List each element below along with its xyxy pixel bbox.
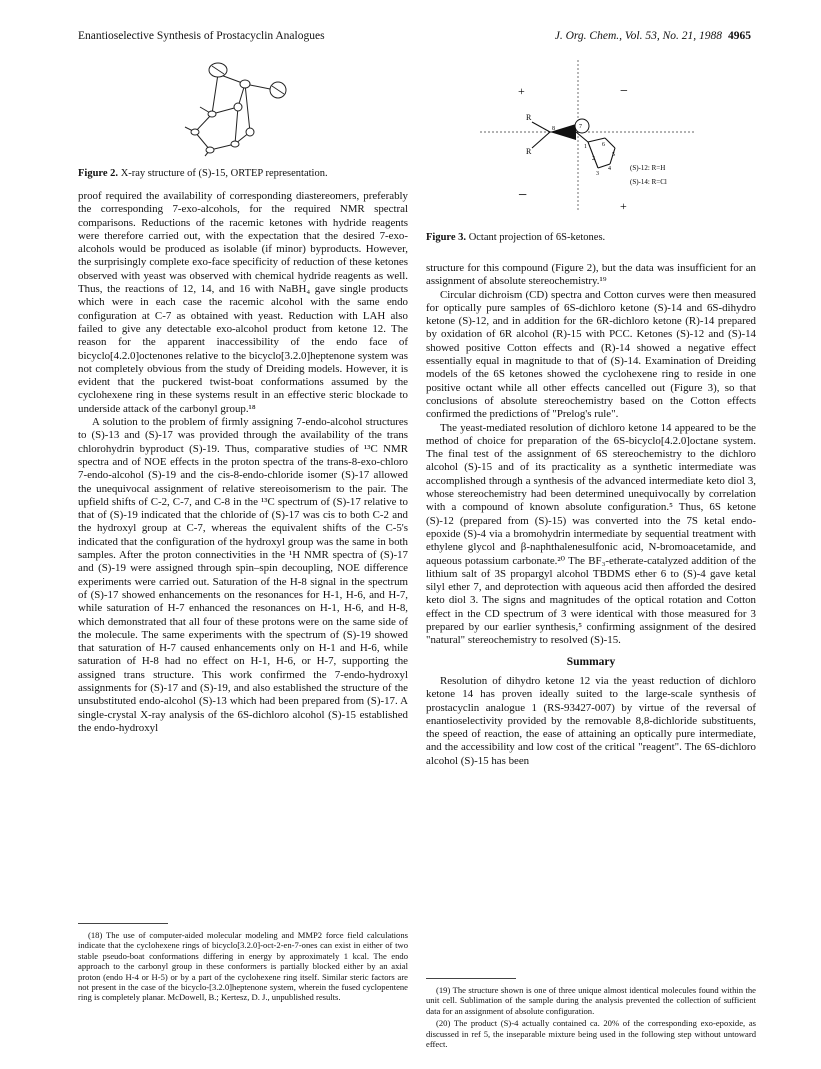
paragraph: Circular dichroism (CD) spectra and Cotton curves were then measured for optically pure samples of 6S-dichloro ketone (S)-14 and 6S-dihydro ketone (S)-12, and in addition for the 6R-dichloro ketone (R)-14 prepared by oxidation of 6R alcohol (R)-15 with PCC. Ketones (S)-12 and (S)-14 showed positive Cotton effects and (R)-14 showed a negative effect essentially equal in magnitude to that of (S)-14. Examination of Dreiding models of the 6S ketones showed the cyclohexene ring to reside in one positive octant while all other effects cancelled out (Figure 3), so that conclusions of absolute stereochemistry based on the Cotton effects confirmed the predictions of "Prelog's rule". bbox=[426, 288, 756, 421]
figure-3-caption bbox=[426, 232, 605, 243]
footnotes-right bbox=[426, 985, 756, 1051]
paragraph: A solution to the problem of firmly assigning 7-endo-alcohol structures to (S)-13 and (S)-17 was provided through the availability of the trans chlorohydrin byproduct (S)-19. Thus, comparative studies of ¹³C NMR spectra and of NOE effects in the proton spectra of the trans-8-exo-chloro 7-endo-alcohol (S)-19 and the cis-8-endo-chloride isomer (S)-17 allowed the unequivocal assignment of relative stereoisomerism to the pair. The upfield shifts of C-2, C-7, and C-8 in the ¹³C spectrum of (S)-17 relative to that of (S)-19 indicated that the chloride of (S)-17 was cis to both C-2 and the hydroxyl group at C-7, whereas the equivalent shifts of the C-5's indicated that the configuration of the hydroxyl group was the same in both samples. After the proton connectivities in the ¹H NMR spectra of (S)-17 and (S)-19 were assigned through spin–spin decoupling, NOE difference experiments were carried out. Saturation of the H-8 signal in the spectrum of (S)-17 showed enhancements on the resonances for H-1, H-6, and H-7, while saturation of H-7 enhanced the resonances on H-1, H-6, and H-8, which demonstrated that all four of these protons were on the same side of the molecule. The same experiments with the spectrum of (S)-19 showed that saturation of H-7 caused enhancements only on H-1 and H-6, while saturation of H-8 had no effect on H-1, H-6, or H-7, supporting the assigned trans structure. This work confirmed the 7-endo-hydroxyl assignments for (S)-17 and (S)-19, and also established the structure of the unsubstituted endo-alcohol (S)-13 which had been prepared from (S)-17. A single-crystal X-ray analysis of the 6S-dichloro alcohol (S)-15 established the endo-hydroxyl bbox=[78, 416, 408, 734]
octant-sign-upper-right: − bbox=[620, 84, 628, 99]
footnote-19: (19) The structure shown is one of three unique almost identical molecules found within the unit cell. Sublimation of the sample during the analysis prevented the collection of sufficient data for an assignment of absolute configuration. bbox=[426, 985, 756, 1016]
octant-sign-lower-left: − bbox=[518, 187, 528, 204]
figure-2-ortep-drawing bbox=[150, 52, 310, 157]
figure-2-caption-text: X-ray structure of (S)-15, ORTEP representation. bbox=[120, 168, 328, 179]
footnote-rule-left bbox=[78, 923, 168, 924]
footnote-18: (18) The use of computer-aided molecular modeling and MMP2 force field calculations indicate that the cyclohexene rings of bicyclo[3.2.0]-oct-2-en-7-ones can exist in either of two stable pseudo-boat conformations differing in energy by approximately 1 kcal. The endo approach to the carbonyl group in these conformers is partially blocked either by an axial proton (endo H-4 or H-5) or by a part of the cyclohexene ring itself. Similar steric factors are not present in the case of the bicyclo-[3.2.0]heptenone system, wherein the fused cyclopentene ring is completely planar. McDowell, B.; Kertesz, D. J., unpublished results. bbox=[78, 930, 408, 1003]
left-column-body bbox=[78, 190, 408, 735]
carbonyl-oxygen bbox=[575, 119, 589, 133]
summary-paragraph: Resolution of dihydro ketone 12 via the yeast reduction of dichloro ketone 14 has proven ideally suited to the large-scale synthesis of prostacyclin analogue 1 (RS-93427-007) by virtue of the reversal of enantioselectivity provided by the removable 8,8-dichloride substituents, the speed of reaction, the ease of attaining an optically pure intermediate, and the accessibility and low cost of the critical "reagent". The 6S-dichloro alcohol (S)-15 has been bbox=[426, 674, 756, 767]
footnote-rule-right bbox=[426, 978, 516, 979]
paragraph: The yeast-mediated resolution of dichloro ketone 14 appeared to be the method of choice for preparation of the 6S-bicyclo[4.2.0]octane system. The final test of the assignment of 6S stereochemistry to the dichloro alcohol (S)-15 and of its practicality as a synthetic intermediate was accomplished through a synthesis of the advanced intermediate keto diol 3, whose stereochemistry had been determined unequivocally by correlation with a compound of known absolute configuration.⁵ Thus, 6S ketone (S)-12 (prepared from (S)-15) was converted into the 7S ketal endo-epoxide (S)-4 via a bromohydrin intermediate by sequential treatment with ethylene glycol and β-naphthalenesulfonic acid, N-bromoacetamide, and aqueous potassium carbonate.²⁰ The BF₃-etherate-catalyzed addition of the lithium salt of 3S propargyl alcohol TBDMS ether 6 to (S)-4 gave ketal silyl ether 7, and deprotection with aqueous acid then afforded the desired keto diol 3. The signs and magnitudes of the optical rotation and Cotton effect in the CD spectrum of 3 were identical with those measured for 3 prepared by our earlier synthesis,⁵ confirming assignment of the desired "natural" stereochemistry to resolved (S)-15. bbox=[426, 421, 756, 647]
atom-label-3: 3 bbox=[596, 171, 599, 177]
substituent-r-top: R bbox=[526, 113, 532, 122]
octant-sign-lower-right: + bbox=[620, 199, 627, 210]
footnotes-left bbox=[78, 930, 408, 1005]
paragraph: structure for this compound (Figure 2), but the data was insufficient for an assignment of absolute stereochemistry.¹⁹ bbox=[426, 262, 756, 288]
running-header-journal bbox=[555, 30, 751, 42]
running-header-title: Enantioselective Synthesis of Prostacyclin Analogues bbox=[78, 30, 325, 42]
figure-3-label: Figure 3. bbox=[426, 232, 467, 243]
page-number: 4965 bbox=[728, 30, 751, 42]
atom-label-5: 5 bbox=[612, 152, 615, 158]
octant-sign-upper-left: + bbox=[518, 84, 525, 98]
figure-3-octant-diagram bbox=[470, 60, 700, 210]
substituent-r-bottom: R bbox=[526, 147, 532, 156]
figure-2-caption bbox=[78, 168, 328, 179]
figure-3-caption-text: Octant projection of 6S-ketones. bbox=[468, 232, 606, 243]
summary-heading: Summary bbox=[566, 655, 616, 668]
atom-label-6: 6 bbox=[602, 142, 605, 148]
right-column-body bbox=[426, 262, 756, 768]
atom-label-8: 8 bbox=[552, 126, 555, 132]
figure-2-label: Figure 2. bbox=[78, 168, 119, 179]
atom-label-7: 7 bbox=[579, 124, 582, 130]
journal-citation: J. Org. Chem., Vol. 53, No. 21, 1988 bbox=[554, 30, 722, 42]
legend-s12: (S)-12: R=H bbox=[630, 164, 666, 172]
paragraph: proof required the availability of corresponding diastereomers, preferably the corresponding 7-exo-alcohols, for the required NMR spectral comparisons. Reductions of the racemic ketones with hydride reagents were therefore carried out, with the expectation that the desired 7-exo-alcohols would be produced as isolable (if minor) byproducts. However, the surprisingly complete exo-face specificity of reduction of these ketones observed with yeast was observed with chemical hydride reagents as well. Thus, the reactions of 12, 14, and 16 with NaBH₄ gave single products which were in each case the racemic alcohol with the same endo configuration at C-7 as obtained with yeast. Reduction with LAH also failed to give any detectable exo-alcohol product from ketone 12. The reason for the apparent inaccessibility of the endo face of bicyclo[4.2.0]octenones relative to the bicyclo[3.2.0]heptenone system was not completely obvious from the study of Dreiding models. However, it is evident that the puckered twist-boat conformations assumed by the cyclohexene ring in these systems result in an effective steric blockade to underside attack of the carbonyl group.¹⁸ bbox=[78, 190, 408, 415]
atom-label-2: 2 bbox=[592, 156, 595, 162]
footnote-20: (20) The product (S)-4 actually contained ca. 20% of the corresponding exo-epoxide, as discussed in ref 5, the inseparable mixture being used in the following step without untoward effect. bbox=[426, 1018, 756, 1050]
legend-s14: (S)-14: R=Cl bbox=[630, 178, 667, 186]
atom-label-1: 1 bbox=[584, 144, 587, 150]
atom-label-4: 4 bbox=[608, 166, 611, 172]
